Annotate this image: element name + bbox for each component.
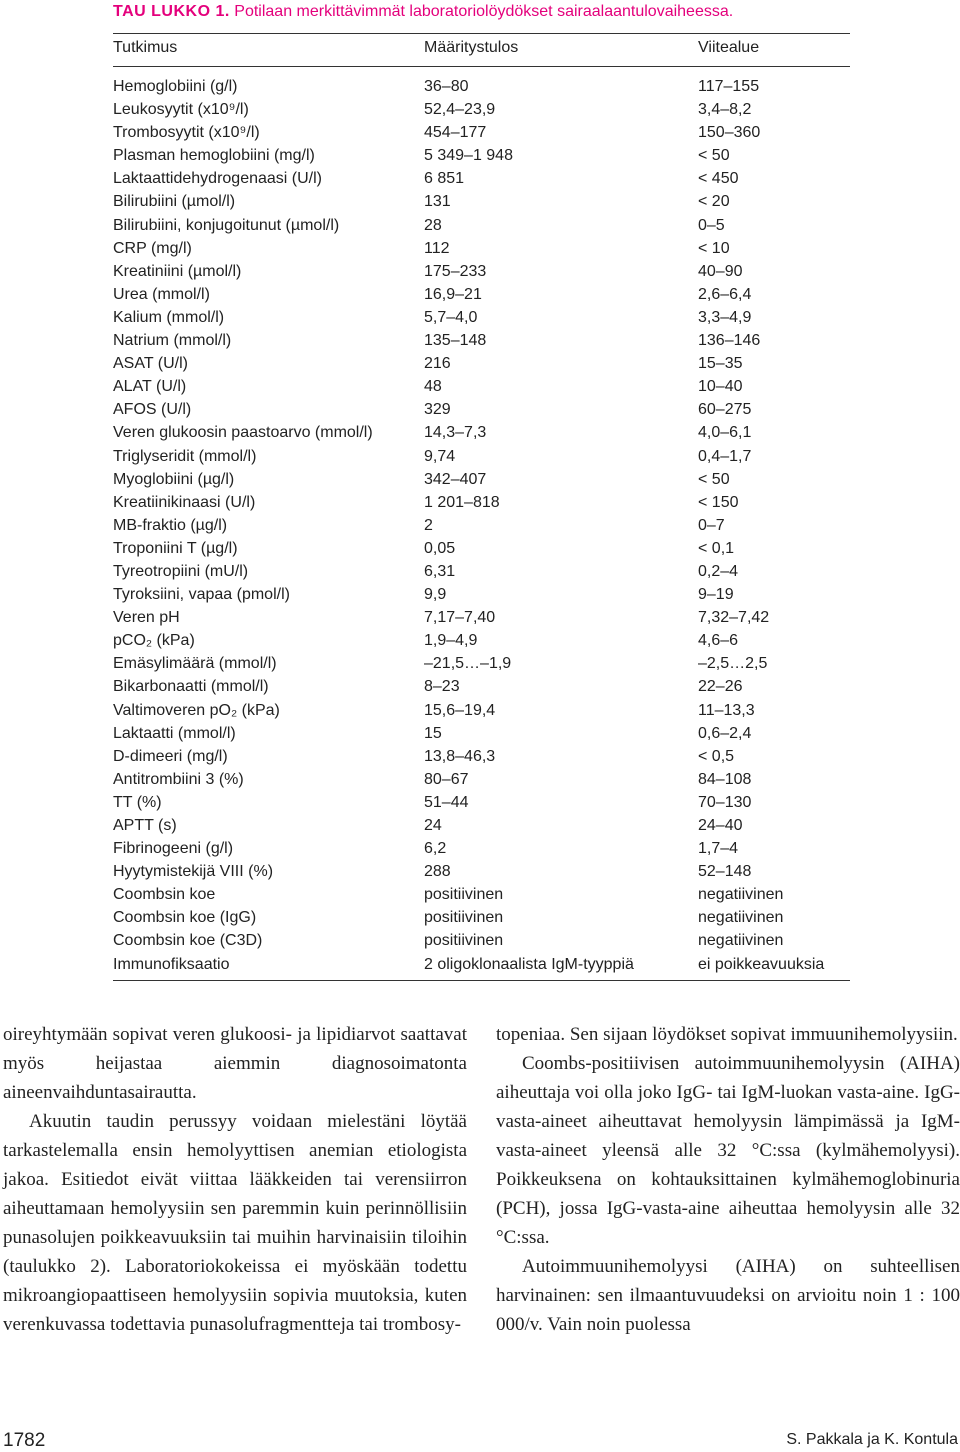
table-cell-test: Leukosyytit (x10⁹/l) xyxy=(113,101,249,119)
table-cell-result: 36–80 xyxy=(424,78,469,95)
table-row xyxy=(113,470,850,493)
table-cell-reference: 4,6–6 xyxy=(698,632,739,650)
table-cell-test: Kalium (mmol/l) xyxy=(113,308,225,326)
table-cell-reference: < 0,5 xyxy=(698,747,735,765)
table-cell-result: 131 xyxy=(424,193,451,211)
table-cell-test: Kreatiinikinaasi (U/l) xyxy=(113,493,256,511)
table-cell-result: 1,9–4,9 xyxy=(424,632,478,650)
table-cell-reference: 3,3–4,9 xyxy=(698,308,752,326)
body-paragraph: topeniaa. Sen sijaan löydökset sopivat immuunihemolyysiin. xyxy=(496,1024,958,1045)
author-credit: S. Pakkala ja K. Kontula xyxy=(786,1431,958,1448)
table-row xyxy=(113,100,850,123)
table-top-rule xyxy=(113,33,850,34)
table-cell-test: ASAT (U/l) xyxy=(113,355,188,373)
table-row xyxy=(113,631,850,654)
table-row xyxy=(113,354,850,377)
table-cell-test: D-dimeeri (mg/l) xyxy=(113,747,228,765)
table-cell-result: 1 201–818 xyxy=(424,493,500,511)
table-row xyxy=(113,654,850,677)
table-cell-test: Immunofiksaatio xyxy=(113,955,230,973)
table-row xyxy=(113,285,850,308)
table-cell-result: 28 xyxy=(424,216,442,234)
table-cell-test: Emäsylimäärä (mmol/l) xyxy=(113,655,277,673)
page-number: 1782 xyxy=(3,1430,46,1451)
table-row xyxy=(113,839,850,862)
table-cell-reference: negatiivinen xyxy=(698,909,784,927)
table-row xyxy=(113,539,850,562)
table-cell-reference: 60–275 xyxy=(698,401,752,419)
table-cell-test: Triglyseridit (mmol/l) xyxy=(113,447,257,465)
table-row xyxy=(113,724,850,747)
table-cell-reference: 0–7 xyxy=(698,516,725,534)
table-cell-test: Veren glukoosin paastoarvo (mmol/l) xyxy=(113,424,373,442)
table-row xyxy=(113,793,850,816)
table-cell-reference: 136–146 xyxy=(698,332,761,350)
table-cell-test: Bilirubiini, konjugoitunut (µmol/l) xyxy=(113,216,340,234)
table-cell-result: 5 349–1 948 xyxy=(424,147,513,165)
table-cell-test: Tyreotropiini (mU/l) xyxy=(113,562,249,580)
table-row xyxy=(113,331,850,354)
table-cell-reference: 0,2–4 xyxy=(698,562,739,580)
body-paragraph: Akuutin taudin perussyy voidaan mielestäni löytää tarkastelemalla ensin hemolyyttisen anemian etiologista jakoa. Esitiedot eivät viittaa lääkkeiden tai verensiirron aiheuttamaan hemolyysiin sen paremmin kuin perinnöllisiin punasolujen poikkeavuuksiin tai muihin harvinaisiin tiloihin (taulukko 2). Laboratoriokokeissa ei myöskään todettu mikroangiopaattiseen hemolyysiin sopivia muutoksia, kuten verenkuvassa todettavia punasolufragmentteja tai trombosy- xyxy=(3,1111,467,1335)
table-cell-test: ALAT (U/l) xyxy=(113,378,187,396)
table-cell-result: 175–233 xyxy=(424,262,487,280)
table-cell-result: 9,9 xyxy=(424,586,447,604)
table-cell-result: 454–177 xyxy=(424,124,487,142)
table-cell-result: 13,8–46,3 xyxy=(424,747,496,765)
table-cell-test: Trombosyytit (x10⁹/l) xyxy=(113,124,260,142)
table-cell-result: 24 xyxy=(424,817,442,834)
table-cell-test: CRP (mg/l) xyxy=(113,239,192,257)
table-cell-reference: < 450 xyxy=(698,170,739,188)
table-cell-test: Laktaatti (mmol/l) xyxy=(113,724,236,742)
table-row xyxy=(113,931,850,954)
table-cell-test: Coombsin koe (IgG) xyxy=(113,909,257,927)
table-cell-result: 216 xyxy=(424,355,451,373)
table-cell-test: MB-fraktio (µg/l) xyxy=(113,516,228,534)
table-cell-result: positiivinen xyxy=(424,909,504,927)
table-row xyxy=(113,908,850,931)
table-caption-text: Potilaan merkittävimmät laboratoriolöydökset sairaalaantulovaiheessa. xyxy=(234,3,734,20)
table-cell-reference: 0,6–2,4 xyxy=(698,724,752,742)
table-cell-reference: 9–19 xyxy=(698,586,734,604)
table-cell-reference: 24–40 xyxy=(698,817,743,834)
table-cell-test: AFOS (U/l) xyxy=(113,401,192,419)
table-row xyxy=(113,308,850,331)
body-paragraph: oireyhtymään sopivat veren glukoosi- ja lipidiarvot saattavat myös heijastaa aiemmin diagnosoimatonta aineenvaihduntasairautta. xyxy=(3,1024,467,1103)
table-cell-test: Natrium (mmol/l) xyxy=(113,332,232,350)
table-row xyxy=(113,377,850,400)
body-text-left-column xyxy=(3,1020,467,1339)
table-cell-result: 342–407 xyxy=(424,470,487,488)
table-row xyxy=(113,77,850,100)
body-paragraph: Coombs-positiivisen autoimmuunihemolyysin (AIHA) aiheuttaja voi olla joko IgG- tai IgM-luokan vasta-aine. IgG-vasta-aineet aiheuttavat hemolyysin lämpimässä ja IgM-vasta-aineet yleensä alle 32 °C:ssa (kylmähemolyysi). Poikkeuksena on kohtauksittainen kylmähemoglobinuria (PCH), jossa IgG-vasta-aine aiheuttaa hemolyysin alle 32 °C:ssa. xyxy=(496,1053,960,1248)
table-cell-result: 6 851 xyxy=(424,170,465,188)
table-cell-test: Plasman hemoglobiini (mg/l) xyxy=(113,147,315,165)
table-cell-result: 2 xyxy=(424,516,433,534)
table-cell-reference: 3,4–8,2 xyxy=(698,101,752,119)
table-cell-test: Antitrombiini 3 (%) xyxy=(113,770,244,788)
table-cell-reference: < 0,1 xyxy=(698,539,735,557)
table-cell-reference: 7,32–7,42 xyxy=(698,609,770,627)
table-cell-result: 80–67 xyxy=(424,770,469,788)
table-caption xyxy=(113,3,733,21)
table-cell-reference: 1,7–4 xyxy=(698,840,739,858)
table-cell-reference: 15–35 xyxy=(698,355,743,373)
table-cell-result: 48 xyxy=(424,378,442,396)
table-cell-result: 16,9–21 xyxy=(424,285,482,303)
table-cell-reference: 2,6–6,4 xyxy=(698,285,752,303)
table-cell-test: pCO₂ (kPa) xyxy=(113,632,195,650)
table-cell-reference: –2,5…2,5 xyxy=(698,655,768,673)
table-cell-test: Coombsin koe (C3D) xyxy=(113,932,263,950)
table-cell-reference: 150–360 xyxy=(698,124,761,142)
table-cell-test: APTT (s) xyxy=(113,817,177,834)
table-row xyxy=(113,423,850,446)
table-cell-test: Veren pH xyxy=(113,609,180,627)
table-row xyxy=(113,701,850,724)
table-cell-test: Kreatiniini (µmol/l) xyxy=(113,262,242,280)
table-cell-reference: < 50 xyxy=(698,147,730,165)
table-cell-reference: 0,4–1,7 xyxy=(698,447,752,465)
table-cell-test: Coombsin koe xyxy=(113,886,216,904)
table-bottom-rule xyxy=(113,980,850,981)
table-cell-result: 15,6–19,4 xyxy=(424,701,496,719)
table-cell-result: 0,05 xyxy=(424,539,456,557)
table-cell-test: Hemoglobiini (g/l) xyxy=(113,78,238,95)
table-cell-reference: 84–108 xyxy=(698,770,752,788)
table-cell-result: 288 xyxy=(424,863,451,881)
table-cell-reference: negatiivinen xyxy=(698,932,784,950)
table-cell-reference: 40–90 xyxy=(698,262,743,280)
table-cell-test: Laktaattidehydrogenaasi (U/l) xyxy=(113,170,323,188)
table-row xyxy=(113,146,850,169)
table-cell-result: 15 xyxy=(424,724,442,742)
table-row xyxy=(113,770,850,793)
table-cell-result: 112 xyxy=(424,239,450,257)
table-row xyxy=(113,400,850,423)
table-cell-result: 7,17–7,40 xyxy=(424,609,496,627)
table-caption-label: TAU LUKKO 1. xyxy=(113,3,230,20)
table-row xyxy=(113,447,850,470)
table-cell-reference: 4,0–6,1 xyxy=(698,424,752,442)
table-cell-reference: < 10 xyxy=(698,239,730,257)
table-row xyxy=(113,677,850,700)
table-cell-reference: 117–155 xyxy=(698,78,760,95)
table-cell-reference: < 50 xyxy=(698,470,730,488)
table-row xyxy=(113,192,850,215)
table-row xyxy=(113,169,850,192)
table-cell-reference: < 150 xyxy=(698,493,739,511)
table-cell-result: 9,74 xyxy=(424,447,456,465)
table-cell-reference: 10–40 xyxy=(698,378,743,396)
table-row xyxy=(113,585,850,608)
table-header-rule xyxy=(113,66,850,67)
table-cell-reference: ei poikkeavuuksia xyxy=(698,955,825,973)
table-row xyxy=(113,123,850,146)
table-cell-reference: < 20 xyxy=(698,193,730,211)
table-cell-test: Tyroksiini, vapaa (pmol/l) xyxy=(113,586,290,604)
table-row xyxy=(113,955,850,978)
table-row xyxy=(113,562,850,585)
table-row xyxy=(113,862,850,885)
table-cell-result: positiivinen xyxy=(424,886,504,904)
table-cell-test: Fibrinogeeni (g/l) xyxy=(113,840,234,858)
lab-results-table xyxy=(113,77,850,978)
table-cell-reference: 70–130 xyxy=(698,793,752,811)
table-cell-result: 14,3–7,3 xyxy=(424,424,487,442)
table-cell-reference: negatiivinen xyxy=(698,886,784,904)
table-cell-reference: 0–5 xyxy=(698,216,725,234)
table-cell-result: positiivinen xyxy=(424,932,504,950)
table-cell-result: 8–23 xyxy=(424,678,460,696)
table-row xyxy=(113,885,850,908)
table-row xyxy=(113,747,850,770)
table-cell-reference: 11–13,3 xyxy=(698,701,755,719)
table-cell-result: 51–44 xyxy=(424,793,469,811)
table-cell-result: –21,5…–1,9 xyxy=(424,655,512,673)
table-row xyxy=(113,262,850,285)
table-cell-test: Troponiini T (µg/l) xyxy=(113,539,238,557)
table-row xyxy=(113,493,850,516)
table-cell-result: 6,31 xyxy=(424,562,456,580)
table-cell-reference: 22–26 xyxy=(698,678,743,696)
table-cell-test: Bikarbonaatti (mmol/l) xyxy=(113,678,269,696)
table-row xyxy=(113,239,850,262)
table-row xyxy=(113,216,850,239)
table-cell-result: 52,4–23,9 xyxy=(424,101,496,119)
table-cell-test: Bilirubiini (µmol/l) xyxy=(113,193,236,211)
table-header-row xyxy=(113,39,850,61)
table-cell-result: 329 xyxy=(424,401,451,419)
table-header-tutkimus: Tutkimus xyxy=(113,39,178,56)
table-row xyxy=(113,516,850,539)
body-text-right-column xyxy=(496,1020,960,1339)
table-header-viitealue: Viitealue xyxy=(698,39,760,56)
table-row xyxy=(113,816,850,839)
table-cell-test: Valtimoveren pO₂ (kPa) xyxy=(113,701,280,719)
table-cell-test: Myoglobiini (µg/l) xyxy=(113,470,235,488)
table-cell-result: 2 oligoklonaalista IgM-tyyppiä xyxy=(424,955,634,973)
table-row xyxy=(113,608,850,631)
table-cell-result: 6,2 xyxy=(424,840,447,858)
table-cell-test: TT (%) xyxy=(113,793,162,811)
table-header-maaritystulos: Määritystulos xyxy=(424,39,519,56)
body-paragraph: Autoimmuunihemolyysi (AIHA) on suhteellisen harvinainen: sen ilmaantuvuudeksi on arvioitu noin 1 : 100 000/v. Vain noin puolessa xyxy=(496,1256,960,1335)
table-cell-result: 5,7–4,0 xyxy=(424,308,478,326)
table-cell-test: Hyytymistekijä VIII (%) xyxy=(113,863,274,881)
table-cell-test: Urea (mmol/l) xyxy=(113,285,210,303)
table-cell-reference: 52–148 xyxy=(698,863,752,881)
table-cell-result: 135–148 xyxy=(424,332,487,350)
